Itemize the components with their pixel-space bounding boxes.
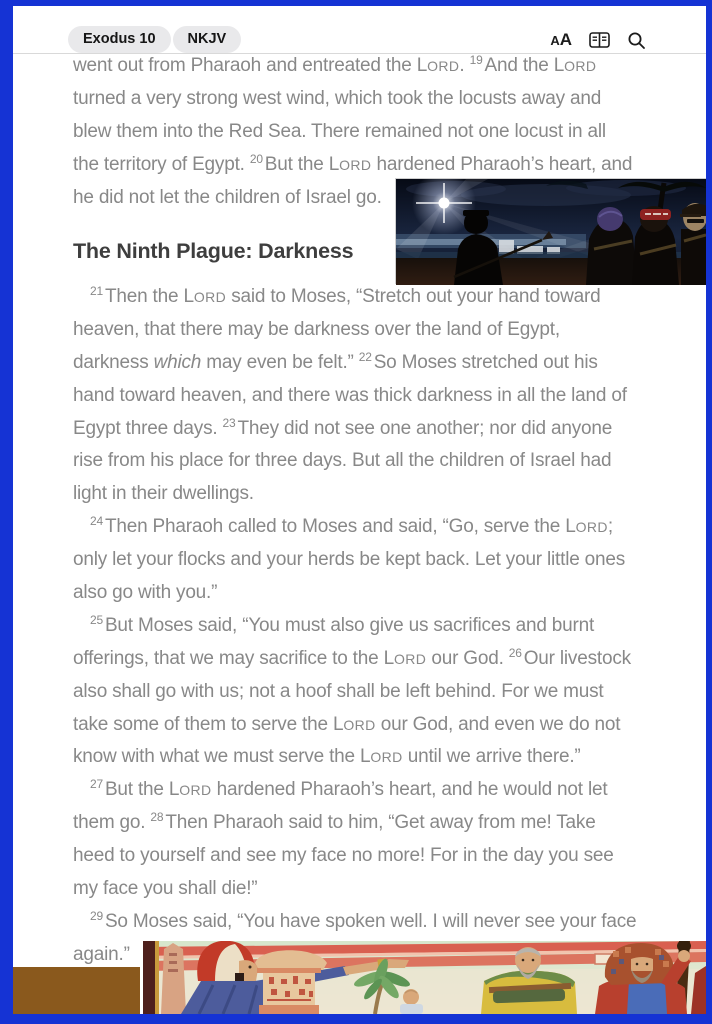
font-size-icon[interactable]: A A xyxy=(550,30,572,49)
verse-line: $^{27}$ But the LORD hardened Pharaoh’s heart, and he would not let xyxy=(90,777,608,801)
divine-name: LORD xyxy=(328,153,372,175)
verse-line: also go with you.” xyxy=(73,581,218,603)
verse-line: my face you shall die!” xyxy=(73,877,258,899)
search-icon[interactable] xyxy=(627,31,646,50)
book-chapter-button[interactable]: Exodus 10 xyxy=(68,26,171,53)
pharaoh-illustration-image[interactable] xyxy=(143,941,706,1014)
soldier-figures xyxy=(586,203,706,285)
verse-number: 25 xyxy=(90,612,103,627)
divine-name: LORD xyxy=(416,55,460,76)
verse-line: the territory of Egypt. $^{20}$ But the LORD hardened Pharaoh’s heart, and xyxy=(73,151,633,175)
verse-line: rise from his place for three days. But all the children of Israel had xyxy=(73,450,612,472)
divine-name: LORD xyxy=(359,746,403,768)
verse-line: $^{24}$ Then Pharaoh called to Moses and said, “Go, serve the LORD; xyxy=(90,514,613,538)
verse-number: 23 xyxy=(222,415,236,430)
reference-pill-group xyxy=(68,26,241,53)
divine-name: LORD xyxy=(565,516,608,538)
verse-number: 21 xyxy=(90,283,103,298)
verse-line: heaven, that there may be darkness over the land of Egypt, xyxy=(73,318,560,340)
verse-line: them go. $^{28}$ Then Pharaoh said to him, “Get away from me! Take xyxy=(73,810,596,834)
verse-number: 29 xyxy=(90,908,103,923)
verse-line: $^{29}$ So Moses said, “You have spoken well. I will never see your face xyxy=(90,908,637,932)
verse-line: went out from Pharaoh and entreated the LORD. $^{19}$ And the LORD xyxy=(73,53,597,76)
verse-number: 19 xyxy=(469,53,483,67)
verse-paragraph xyxy=(73,511,655,610)
verse-paragraph xyxy=(73,610,655,774)
verse-number: 20 xyxy=(249,151,263,166)
verse-paragraph xyxy=(73,774,655,906)
verse-number: 28 xyxy=(150,810,164,825)
verse-line: offerings, that we may sacrifice to the LORD our God. $^{26}$ Our livestock xyxy=(73,645,631,669)
night-scene-image[interactable] xyxy=(395,178,706,284)
verse-line: again.” xyxy=(73,943,130,965)
verse-number: 24 xyxy=(90,514,103,529)
verse-line: only let your flocks and your herds be kept back. Let your little ones xyxy=(73,549,626,571)
verse-line: $^{25}$ But Moses said, “You must also give us sacrifices and burnt xyxy=(90,612,595,636)
verse-line: hand toward heaven, and there was thick darkness in all the land of xyxy=(73,384,627,406)
divine-name: LORD xyxy=(332,713,376,735)
verse-line: turned a very strong west wind, which took the locusts away and xyxy=(73,87,602,109)
verse-line: $^{21}$ Then the LORD said to Moses, “Stretch out your hand toward xyxy=(90,283,601,307)
header-icons xyxy=(550,28,646,52)
verse-number: 27 xyxy=(90,777,103,792)
divine-name: LORD xyxy=(183,285,227,307)
verse-line: also shall go with us; not a hoof shall be left behind. For we must xyxy=(73,680,604,702)
obelisk xyxy=(161,943,186,1014)
bible-reader-page xyxy=(13,6,706,1014)
section-heading: The Ninth Plague: Darkness xyxy=(73,239,354,264)
divine-name: LORD xyxy=(553,55,597,76)
verse-line: light in their dwellings. xyxy=(73,483,254,505)
verse-line: he did not let the children of Israel go. xyxy=(73,186,382,208)
divine-name: LORD xyxy=(383,647,427,669)
verse-line: blew them into the Red Sea. There remained not one locust in all xyxy=(73,120,606,142)
throne-edge xyxy=(143,941,159,1014)
verse-line: heed to yourself and see my face no more! For in the day you see xyxy=(73,845,614,867)
verse-paragraph xyxy=(73,281,655,511)
verse-line: darkness which may even be felt.” $^{22}$ So Moses stretched out his xyxy=(73,349,598,373)
verse-line: know with what we must serve the LORD until we arrive there.” xyxy=(73,746,581,768)
verse-line: take some of them to serve the LORD our God, and even we do not xyxy=(73,713,621,735)
verse-line: Egypt three days. $^{23}$ They did not see one another; nor did anyone xyxy=(73,415,613,439)
verse-number: 22 xyxy=(358,349,372,364)
translation-button[interactable]: NKJV xyxy=(173,26,242,53)
reader-icon[interactable] xyxy=(589,31,610,49)
divine-name: LORD xyxy=(168,779,212,801)
verse-number: 26 xyxy=(508,645,522,660)
brown-block xyxy=(13,967,140,1014)
